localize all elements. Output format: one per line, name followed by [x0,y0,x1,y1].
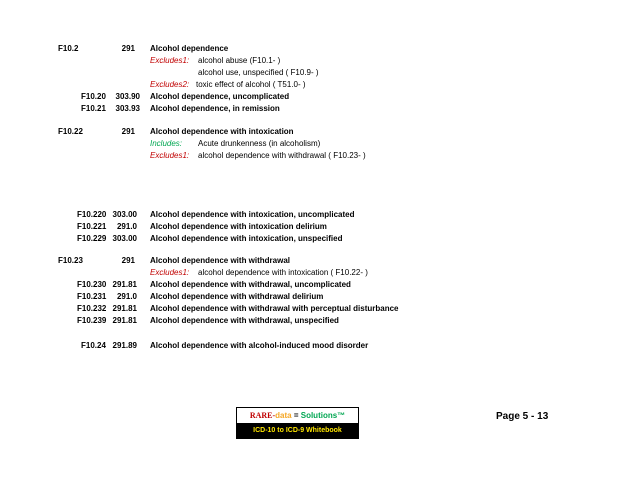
includes-label: Includes: [150,139,183,148]
table-row [0,126,638,138]
icd10-code: F10.232 [77,304,107,313]
code-description: Alcohol dependence with withdrawal, uncomplicated [150,280,351,289]
logo-subtitle: ICD-10 to ICD-9 Whitebook [253,427,342,434]
icd9-code: 291 [121,44,135,53]
logo-solutions-text: Solutions™ [300,411,346,420]
icd9-code: 291.81 [112,304,137,313]
table-row [0,255,638,267]
table-row [0,103,638,115]
table-row [0,340,638,352]
code-description: Alcohol dependence [150,44,229,53]
table-row [0,315,638,327]
code-description: Alcohol dependence with intoxication [150,127,294,136]
note-row [0,267,638,279]
icd9-code: 303.90 [115,92,140,101]
icd9-code: 303.00 [112,234,137,243]
icd9-code: 291 [121,256,135,265]
table-row [0,91,638,103]
icd10-code: F10.22 [58,127,83,136]
note-text: alcohol use, unspecified ( F10.9- ) [198,68,319,77]
icd10-code: F10.21 [81,104,106,113]
table-row [0,209,638,221]
icd9-code: 291.0 [116,292,137,301]
note-text: alcohol dependence with withdrawal ( F10.23- ) [198,151,366,160]
code-description: Alcohol dependence, uncomplicated [150,92,290,101]
icd9-code: 291.81 [112,316,137,325]
icd10-code: F10.221 [77,222,107,231]
icd10-code: F10.20 [81,92,106,101]
logo-equals: = [291,411,301,420]
icd10-code: F10.23 [58,256,83,265]
code-description: Alcohol dependence with withdrawal with perceptual disturbance [150,304,399,313]
page-number: Page 5 - 13 [496,411,549,422]
icd10-code: F10.220 [77,210,107,219]
icd10-code: F10.24 [81,341,106,350]
logo-brand [237,408,358,423]
excludes1-label: Excludes1: [150,56,190,65]
icd10-code: F10.230 [77,280,107,289]
icd9-code: 291 [121,127,135,136]
table-row [0,303,638,315]
logo-dash: - [272,411,276,420]
table-row [0,233,638,245]
icd9-code: 303.93 [115,104,140,113]
note-row [0,150,638,162]
note-text: alcohol abuse (F10.1- ) [198,56,281,65]
excludes1-label: Excludes1: [150,151,190,160]
note-row [0,67,638,79]
table-row [0,221,638,233]
code-description: Alcohol dependence with intoxication, uncomplicated [150,210,355,219]
note-row [0,138,638,150]
note-text: Acute drunkenness (in alcoholism) [198,139,321,148]
note-row [0,79,638,91]
table-row [0,279,638,291]
note-text: alcohol dependence with intoxication ( F10.22- ) [198,268,368,277]
icd10-code: F10.239 [77,316,107,325]
note-text: toxic effect of alcohol ( T51.0- ) [196,80,306,89]
icd10-code: F10.229 [77,234,107,243]
note-row [0,55,638,67]
rare-data-logo [236,407,359,439]
excludes1-label: Excludes1: [150,268,190,277]
code-description: Alcohol dependence with withdrawal [150,256,291,265]
logo-rare-text: RARE [249,411,273,420]
excludes2-label: Excludes2: [150,80,190,89]
code-description: Alcohol dependence with withdrawal, unspecified [150,316,339,325]
code-description: Alcohol dependence with alcohol-induced mood disorder [150,341,369,350]
code-description: Alcohol dependence with intoxication, unspecified [150,234,343,243]
code-description: Alcohol dependence, in remission [150,104,280,113]
icd9-code: 291.81 [112,280,137,289]
table-row [0,43,638,55]
icd10-code: F10.231 [77,292,107,301]
icd10-code: F10.2 [58,44,79,53]
icd9-code: 291.0 [116,222,137,231]
table-row [0,291,638,303]
icd9-code: 303.00 [112,210,137,219]
code-description: Alcohol dependence with intoxication delirium [150,222,327,231]
icd9-code: 291.89 [112,341,137,350]
code-description: Alcohol dependence with withdrawal delirium [150,292,324,301]
logo-data-text: data [275,411,292,420]
